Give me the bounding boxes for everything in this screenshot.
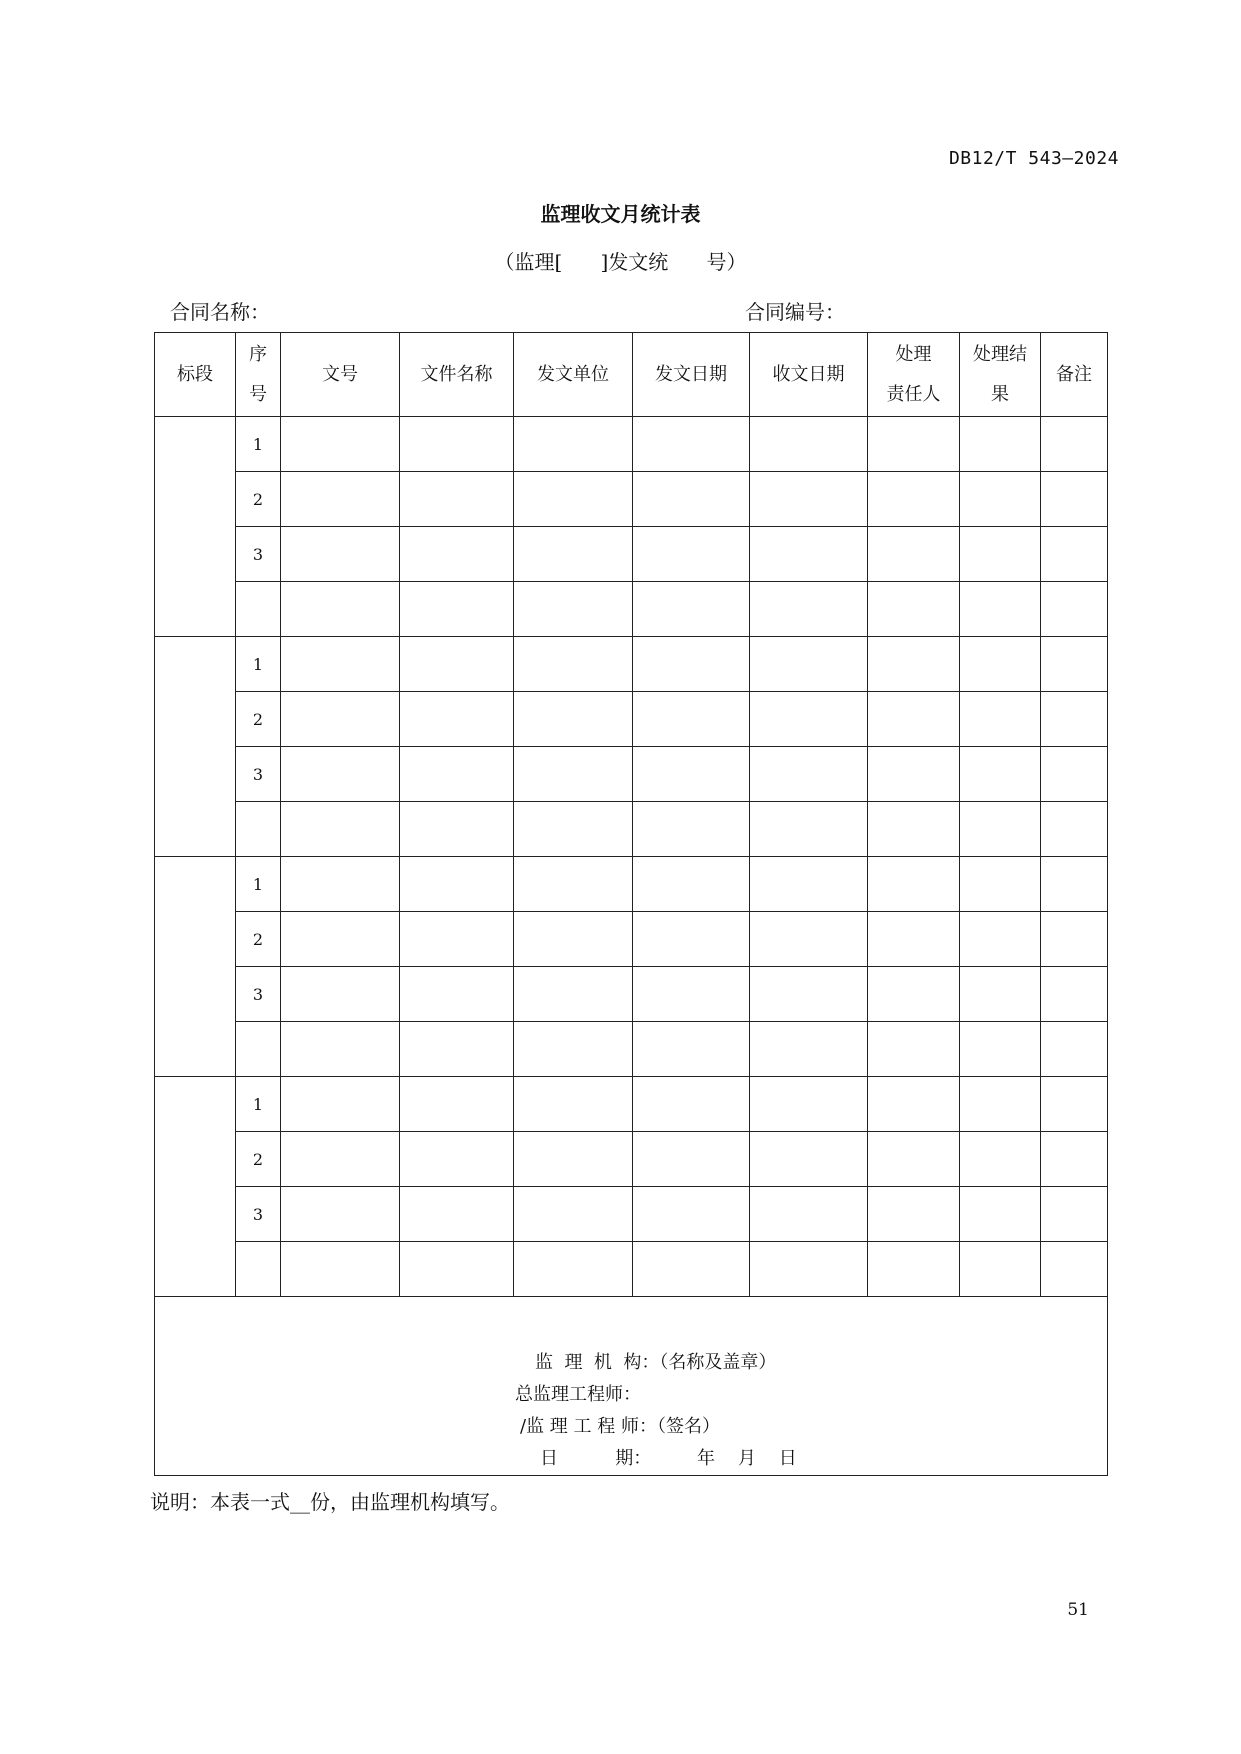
table-cell xyxy=(514,1077,633,1132)
table-cell xyxy=(868,747,960,802)
table-cell xyxy=(1041,967,1108,1022)
table-cell xyxy=(281,1077,400,1132)
table-cell xyxy=(400,1022,514,1077)
table-cell xyxy=(750,582,868,637)
table-cell xyxy=(633,1242,750,1297)
table-cell xyxy=(868,1242,960,1297)
table-cell xyxy=(960,527,1041,582)
table-cell xyxy=(514,692,633,747)
table-cell xyxy=(633,857,750,912)
table-cell xyxy=(960,582,1041,637)
table-cell xyxy=(514,1242,633,1297)
table-cell xyxy=(633,582,750,637)
column-header-line: 处理 xyxy=(895,343,932,365)
table-cell xyxy=(281,1187,400,1242)
table-cell xyxy=(868,802,960,857)
table-cell xyxy=(1041,582,1108,637)
table-cell xyxy=(633,472,750,527)
page-subtitle: （监理[ ]发文统 号） xyxy=(494,250,747,274)
sequence-cell: 1 xyxy=(236,417,281,472)
column-header-line: 序 xyxy=(249,343,267,365)
column-header-line: 备注 xyxy=(1056,363,1092,385)
table-cell xyxy=(633,1187,750,1242)
table-cell xyxy=(960,1242,1041,1297)
contract-name-label: 合同名称： xyxy=(170,300,270,324)
sequence-cell: 1 xyxy=(236,1077,281,1132)
table-row xyxy=(155,637,1108,692)
table-cell xyxy=(514,472,633,527)
contract-number-label: 合同编号： xyxy=(745,300,845,324)
sequence-cell: 2 xyxy=(236,1132,281,1187)
table-cell xyxy=(400,417,514,472)
table-cell xyxy=(1041,1022,1108,1077)
table-header-row xyxy=(155,333,1108,417)
table-cell xyxy=(514,857,633,912)
column-header-line: 号 xyxy=(249,383,267,405)
table-cell xyxy=(514,1132,633,1187)
sequence-cell: 1 xyxy=(236,637,281,692)
supervision-org-line: 监 理 机 构：（名称及盖章） xyxy=(535,1352,777,1373)
table-cell xyxy=(1041,527,1108,582)
table-cell xyxy=(960,1132,1041,1187)
section-cell xyxy=(155,417,236,637)
column-header xyxy=(514,333,633,417)
table-row xyxy=(155,1132,1108,1187)
column-header xyxy=(960,333,1041,417)
table-cell xyxy=(960,417,1041,472)
table-cell xyxy=(960,1077,1041,1132)
table-row xyxy=(155,857,1108,912)
table-cell xyxy=(400,527,514,582)
table-cell xyxy=(750,472,868,527)
table-cell xyxy=(960,912,1041,967)
page-number: 51 xyxy=(1067,1600,1089,1620)
table-cell xyxy=(750,417,868,472)
table-cell xyxy=(633,1132,750,1187)
table-cell xyxy=(514,1187,633,1242)
table-cell xyxy=(960,1187,1041,1242)
table-cell xyxy=(868,417,960,472)
table-cell xyxy=(750,527,868,582)
table-cell xyxy=(1041,1132,1108,1187)
table-cell xyxy=(514,582,633,637)
table-cell xyxy=(633,637,750,692)
sequence-cell: 3 xyxy=(236,1187,281,1242)
table-cell xyxy=(400,1132,514,1187)
table-cell xyxy=(281,582,400,637)
table-cell xyxy=(868,527,960,582)
table-row xyxy=(155,967,1108,1022)
table-cell xyxy=(1041,417,1108,472)
table-cell xyxy=(868,692,960,747)
column-header-line: 标段 xyxy=(177,363,213,385)
sequence-cell xyxy=(236,1242,281,1297)
table-cell xyxy=(960,747,1041,802)
statistics-table-container xyxy=(154,332,1107,1476)
table-cell xyxy=(750,637,868,692)
table-cell xyxy=(1041,637,1108,692)
column-header xyxy=(400,333,514,417)
table-cell xyxy=(633,967,750,1022)
table-cell xyxy=(633,417,750,472)
table-cell xyxy=(960,637,1041,692)
table-row xyxy=(155,582,1108,637)
sequence-cell: 3 xyxy=(236,747,281,802)
table-cell xyxy=(1041,912,1108,967)
table-cell xyxy=(633,1077,750,1132)
column-header xyxy=(868,333,960,417)
table-cell xyxy=(868,472,960,527)
table-row xyxy=(155,802,1108,857)
table-cell xyxy=(400,1077,514,1132)
table-body xyxy=(155,417,1108,1297)
table-cell xyxy=(281,637,400,692)
table-cell xyxy=(750,747,868,802)
table-cell xyxy=(281,527,400,582)
table-cell xyxy=(281,472,400,527)
sequence-cell: 2 xyxy=(236,912,281,967)
sequence-cell xyxy=(236,582,281,637)
table-cell xyxy=(633,747,750,802)
table-cell xyxy=(400,802,514,857)
engineer-line: /监 理 工 程 师：（签名） xyxy=(520,1416,720,1437)
table-cell xyxy=(514,637,633,692)
column-header-line: 发文日期 xyxy=(655,363,727,385)
table-row xyxy=(155,417,1108,472)
table-row xyxy=(155,747,1108,802)
table-cell xyxy=(868,637,960,692)
sequence-cell: 1 xyxy=(236,857,281,912)
table-row xyxy=(155,912,1108,967)
sequence-cell: 3 xyxy=(236,527,281,582)
sequence-cell: 3 xyxy=(236,967,281,1022)
column-header xyxy=(236,333,281,417)
table-cell xyxy=(400,692,514,747)
sequence-cell xyxy=(236,802,281,857)
column-header xyxy=(750,333,868,417)
date-line: 日 期： 年 月 日 xyxy=(540,1448,797,1469)
column-header-line: 文件名称 xyxy=(420,363,493,385)
table-row xyxy=(155,1242,1108,1297)
table-cell xyxy=(1041,692,1108,747)
table-cell xyxy=(868,967,960,1022)
sequence-cell: 2 xyxy=(236,472,281,527)
table-cell xyxy=(750,857,868,912)
table-cell xyxy=(514,912,633,967)
table-cell xyxy=(1041,857,1108,912)
table-cell xyxy=(633,802,750,857)
table-cell xyxy=(750,1022,868,1077)
table-cell xyxy=(868,1022,960,1077)
column-header-line: 果 xyxy=(991,383,1009,405)
table-row xyxy=(155,1077,1108,1132)
table-cell xyxy=(868,1187,960,1242)
table-cell xyxy=(1041,1077,1108,1132)
table-cell xyxy=(400,637,514,692)
table-row xyxy=(155,472,1108,527)
table-cell xyxy=(281,857,400,912)
table-cell xyxy=(750,802,868,857)
table-cell xyxy=(868,857,960,912)
table-cell xyxy=(750,1077,868,1132)
table-cell xyxy=(1041,802,1108,857)
column-header xyxy=(1041,333,1108,417)
section-cell xyxy=(155,637,236,857)
table-cell xyxy=(514,747,633,802)
table-cell xyxy=(750,1187,868,1242)
table-cell xyxy=(1041,747,1108,802)
signature-block xyxy=(515,1347,797,1475)
table-cell xyxy=(281,417,400,472)
statistics-table xyxy=(154,332,1108,1476)
table-row xyxy=(155,692,1108,747)
table-cell xyxy=(750,1132,868,1187)
table-cell xyxy=(868,1132,960,1187)
table-cell xyxy=(400,912,514,967)
table-cell xyxy=(1041,472,1108,527)
table-cell xyxy=(960,967,1041,1022)
table-cell xyxy=(960,857,1041,912)
table-cell xyxy=(633,1022,750,1077)
table-cell xyxy=(281,912,400,967)
table-cell xyxy=(960,802,1041,857)
table-cell xyxy=(400,582,514,637)
table-cell xyxy=(281,692,400,747)
table-row xyxy=(155,1022,1108,1077)
section-cell xyxy=(155,857,236,1077)
table-cell xyxy=(868,912,960,967)
table-cell xyxy=(960,472,1041,527)
table-cell xyxy=(750,1242,868,1297)
section-cell xyxy=(155,1077,236,1297)
table-cell xyxy=(281,802,400,857)
table-cell xyxy=(868,582,960,637)
table-cell xyxy=(514,802,633,857)
table-cell xyxy=(281,967,400,1022)
table-cell xyxy=(281,747,400,802)
column-header xyxy=(281,333,400,417)
table-cell xyxy=(400,1242,514,1297)
table-cell xyxy=(514,1022,633,1077)
table-cell xyxy=(514,527,633,582)
table-cell xyxy=(633,692,750,747)
column-header-line: 发文单位 xyxy=(537,363,609,385)
page-title: 监理收文月统计表 xyxy=(540,202,701,226)
table-cell xyxy=(400,747,514,802)
table-cell xyxy=(400,472,514,527)
table-cell xyxy=(960,1022,1041,1077)
table-row xyxy=(155,527,1108,582)
table-cell xyxy=(514,967,633,1022)
table-cell xyxy=(400,967,514,1022)
table-cell xyxy=(1041,1187,1108,1242)
chief-engineer-line: 总监理工程师： xyxy=(515,1384,641,1405)
table-row xyxy=(155,1187,1108,1242)
table-cell xyxy=(400,857,514,912)
signature-row xyxy=(155,1297,1108,1476)
document-code: DB12/T 543—2024 xyxy=(948,148,1119,169)
table-cell xyxy=(281,1242,400,1297)
note-text: 说明：本表一式__份，由监理机构填写。 xyxy=(150,1490,510,1514)
column-header xyxy=(633,333,750,417)
column-header-line: 处理结 xyxy=(973,343,1027,365)
table-cell xyxy=(750,967,868,1022)
table-cell xyxy=(281,1022,400,1077)
sequence-cell: 2 xyxy=(236,692,281,747)
table-cell xyxy=(281,1132,400,1187)
table-cell xyxy=(750,912,868,967)
table-cell xyxy=(868,1077,960,1132)
table-cell xyxy=(633,527,750,582)
table-cell xyxy=(514,417,633,472)
sequence-cell xyxy=(236,1022,281,1077)
table-cell xyxy=(1041,1242,1108,1297)
column-header-line: 责任人 xyxy=(886,383,941,405)
column-header xyxy=(155,333,236,417)
table-cell xyxy=(960,692,1041,747)
table-cell xyxy=(633,912,750,967)
column-header-line: 文号 xyxy=(322,363,358,385)
table-cell xyxy=(400,1187,514,1242)
signature-cell xyxy=(155,1297,1108,1476)
table-cell xyxy=(750,692,868,747)
column-header-line: 收文日期 xyxy=(772,363,845,385)
